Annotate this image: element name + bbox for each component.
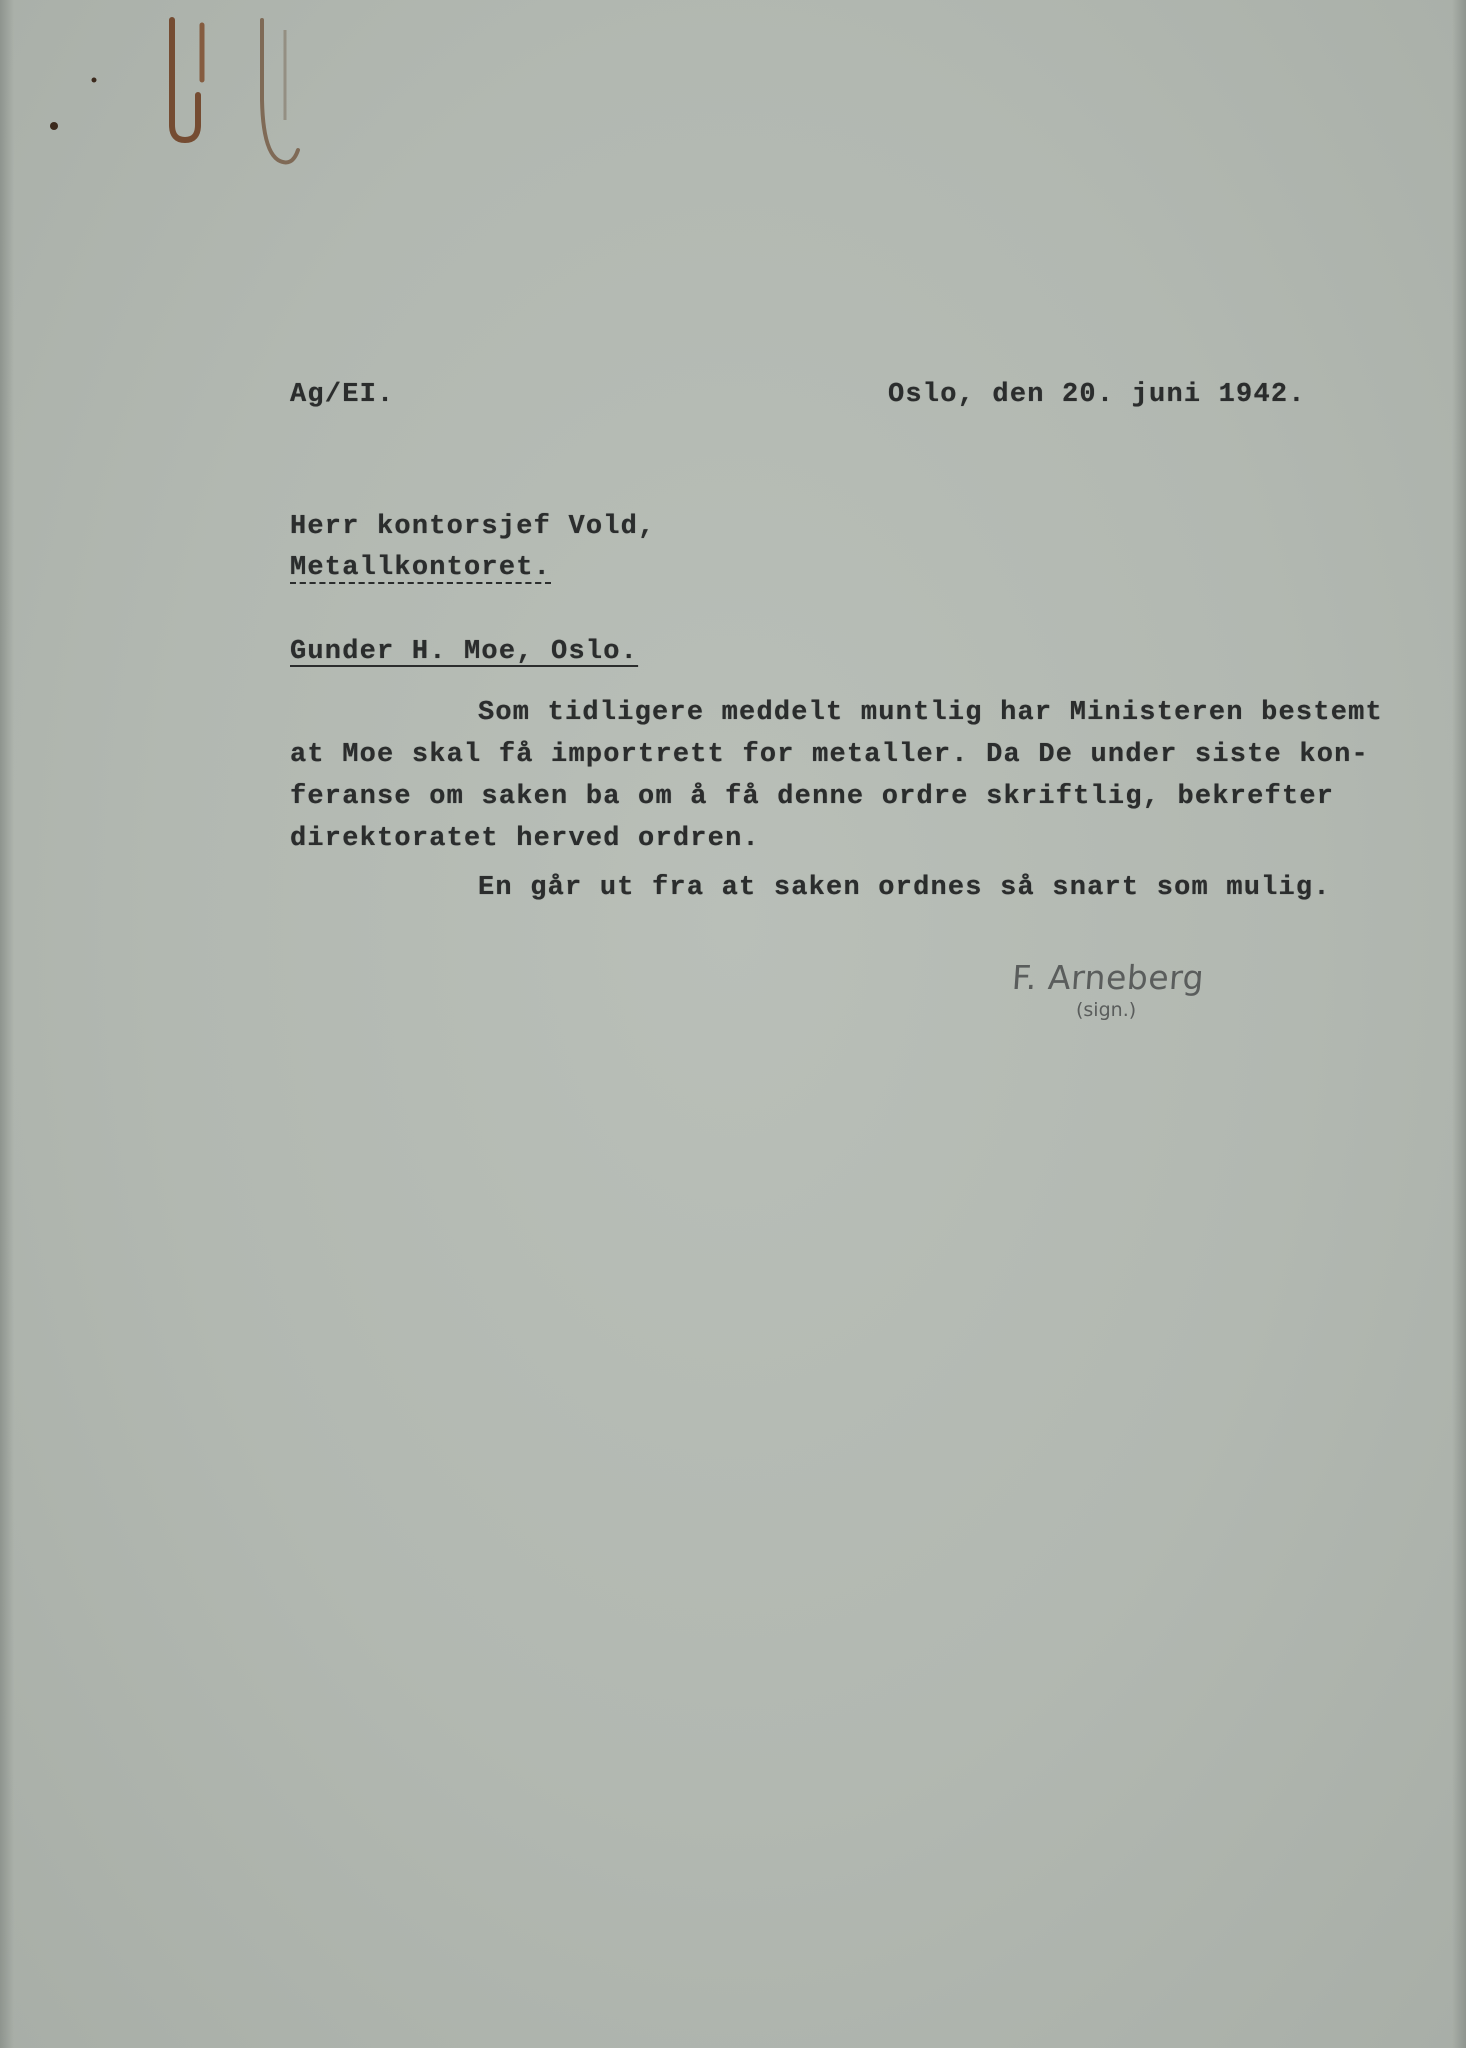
body-line-1: Som tidligere meddelt muntlig har Ministeren bestemt [478, 698, 1383, 728]
signature-name: F. Arneberg [1010, 958, 1206, 997]
page-edge-shadow-left [0, 0, 14, 2048]
reference-code: Ag/EI. [290, 380, 395, 410]
recipient-line-2: Metallkontoret. [290, 553, 552, 583]
page-edge-shadow-right [1452, 0, 1466, 2048]
ink-speck-1 [50, 122, 58, 130]
date-line: Oslo, den 20. juni 1942. [888, 380, 1306, 410]
body-line-3: feranse om saken ba om å få denne ordre skriftlig, bekrefter [290, 782, 1335, 812]
recipient-line-1: Herr kontorsjef Vold, [290, 512, 656, 542]
clip-mark-right [262, 20, 298, 162]
body-line-2: at Moe skal få importrett for metaller. Da De under siste kon- [290, 740, 1369, 770]
body-line-4: direktoratet herved ordren. [290, 824, 760, 854]
paperclip-rust-marks [30, 0, 310, 190]
clip-mark-left [172, 20, 198, 140]
signature-note: (sign.) [1076, 999, 1137, 1021]
subject-line: Gunder H. Moe, Oslo. [290, 637, 639, 667]
signature-block [1012, 958, 1232, 1021]
ink-speck-2 [92, 78, 97, 83]
body-line-5: En går ut fra at saken ordnes så snart som mulig. [478, 873, 1331, 903]
